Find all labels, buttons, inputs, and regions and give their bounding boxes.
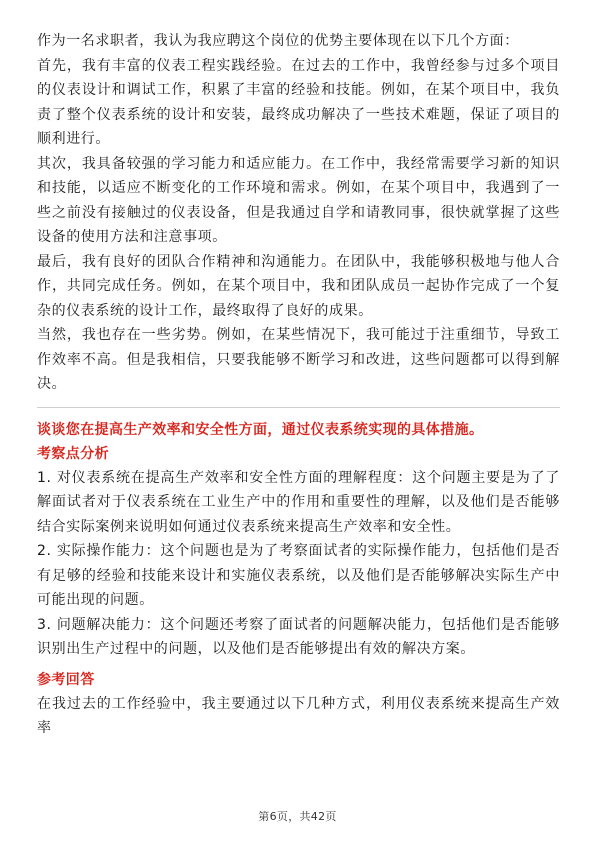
document-body (37, 29, 560, 741)
intro-point-1: 首先，我有丰富的仪表工程实践经验。在过去的工作中，我曾经参与过多个项目的仪表设计和调试工作，积累了丰富的经验和技能。例如，在某个项目中，我负责了整个仪表系统的设计和安装，最终成功解决了一些技术难题，保证了项目的顺利进行。 (37, 57, 560, 147)
answer-heading: 参考回答 (37, 671, 95, 688)
answer-text: 在我过去的工作经验中，我主要通过以下几种方式，利用仪表系统来提高生产效率 (37, 695, 560, 736)
section-divider (37, 407, 560, 408)
intro-point-3: 最后，我有良好的团队合作精神和沟通能力。在团队中，我能够积极地与他人合作，共同完成任务。例如，在某个项目中，我和团队成员一起协作完成了一个复杂的仪表系统的设计工作，最终取得了良好的成果。 (37, 253, 560, 319)
analysis-item-1: 1. 对仪表系统在提高生产效率和安全性方面的理解程度：这个问题主要是为了了解面试者对于仪表系统在工业生产中的作用和重要性的理解，以及他们是否能够结合实际案例来说明如何通过仪表系统来提高生产效率和安全性。 (37, 469, 560, 535)
intro-point-2: 其次，我具备较强的学习能力和适应能力。在工作中，我经常需要学习新的知识和技能，以适应不断变化的工作环境和需求。例如，在某个项目中，我遇到了一些之前没有接触过的仪表设备，但是我通过自学和请教同事，很快就掌握了这些设备的使用方法和注意事项。 (37, 155, 560, 245)
interview-question: 谈谈您在提高生产效率和安全性方面，通过仪表系统实现的具体措施。 (37, 421, 484, 438)
intro-lead: 作为一名求职者，我认为我应聘这个岗位的优势主要体现在以下几个方面： (37, 33, 519, 49)
intro-point-4: 当然，我也存在一些劣势。例如，在某些情况下，我可能过于注重细节，导致工作效率不高。但是我相信，只要我能够不断学习和改进，这些问题都可以得到解决。 (37, 327, 560, 392)
analysis-item-3: 3. 问题解决能力：这个问题还考察了面试者的问题解决能力，包括他们是否能够识别出生产过程中的问题，以及他们是否能够提出有效的解决方案。 (37, 616, 560, 657)
analysis-item-2: 2. 实际操作能力：这个问题也是为了考察面试者的实际操作能力，包括他们是否有足够的经验和技能来设计和实施仪表系统，以及他们是否能够解决实际生产中可能出现的问题。 (37, 543, 560, 608)
page-number: 第6页，共42页 (258, 810, 337, 823)
analysis-heading: 考察点分析 (37, 445, 109, 462)
